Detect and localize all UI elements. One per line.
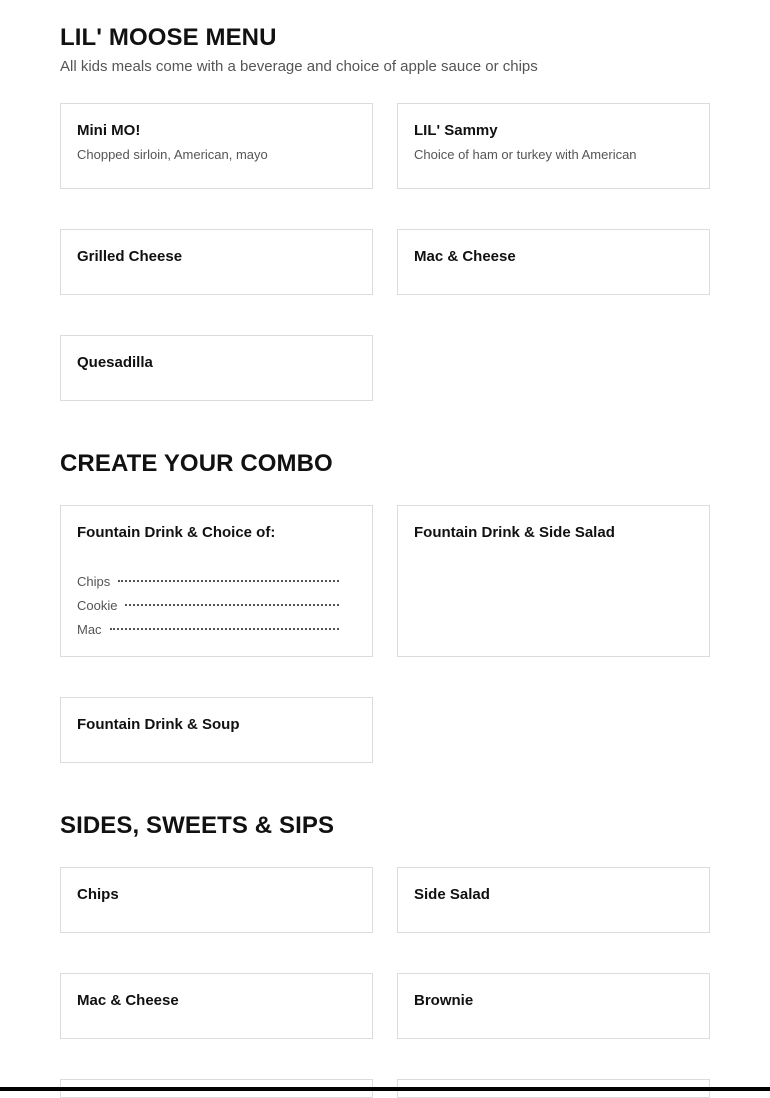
menu-item-name: Brownie: [414, 992, 474, 1009]
section-title-combo: CREATE YOUR COMBO: [60, 450, 333, 477]
combo-option-label: Cookie: [77, 597, 118, 613]
dotted-leader: [118, 580, 339, 582]
menu-item-card[interactable]: [60, 103, 373, 189]
menu-item-name: LIL' Sammy: [414, 122, 498, 139]
menu-item-name: Mac & Cheese: [414, 248, 516, 265]
menu-item-name: Fountain Drink & Choice of:: [77, 524, 276, 541]
menu-item-card[interactable]: [60, 973, 373, 1039]
menu-item-card[interactable]: [397, 867, 710, 933]
combo-option: [77, 593, 339, 617]
section-title-kids-menu: LIL' MOOSE MENU: [60, 24, 277, 51]
menu-item-card[interactable]: [397, 973, 710, 1039]
menu-item-name: Fountain Drink & Soup: [77, 716, 240, 733]
menu-item-name: Quesadilla: [77, 354, 153, 371]
menu-item-card[interactable]: [60, 229, 373, 295]
combo-option: [77, 569, 339, 593]
menu-item-name: Fountain Drink & Side Salad: [414, 524, 615, 541]
menu-item-card[interactable]: [60, 335, 373, 401]
section-title-sides: SIDES, SWEETS & SIPS: [60, 812, 335, 839]
combo-option-label: Mac: [77, 621, 102, 637]
combo-item-card[interactable]: [60, 697, 373, 763]
menu-item-card[interactable]: [397, 229, 710, 295]
dotted-leader: [125, 604, 339, 606]
menu-item-name: Mac & Cheese: [77, 992, 179, 1009]
menu-item-name: Mini MO!: [77, 122, 141, 139]
menu-item-name: Side Salad: [414, 886, 490, 903]
menu-item-card[interactable]: [60, 867, 373, 933]
combo-item-card[interactable]: [397, 505, 710, 657]
menu-item-description: Chopped sirloin, American, mayo: [77, 147, 268, 162]
dotted-leader: [110, 628, 339, 630]
menu-item-name: Grilled Cheese: [77, 248, 183, 265]
menu-item-card[interactable]: [397, 103, 710, 189]
combo-option: [77, 617, 339, 641]
bottom-bar: [0, 1087, 770, 1091]
combo-item-card[interactable]: [60, 505, 373, 657]
menu-item-name: Chips: [77, 886, 119, 903]
section-subtitle-kids-menu: All kids meals come with a beverage and choice of apple sauce or chips: [60, 58, 538, 75]
combo-options-list: [77, 569, 339, 641]
menu-item-description: Choice of ham or turkey with American: [414, 147, 637, 162]
combo-option-label: Chips: [77, 573, 111, 589]
